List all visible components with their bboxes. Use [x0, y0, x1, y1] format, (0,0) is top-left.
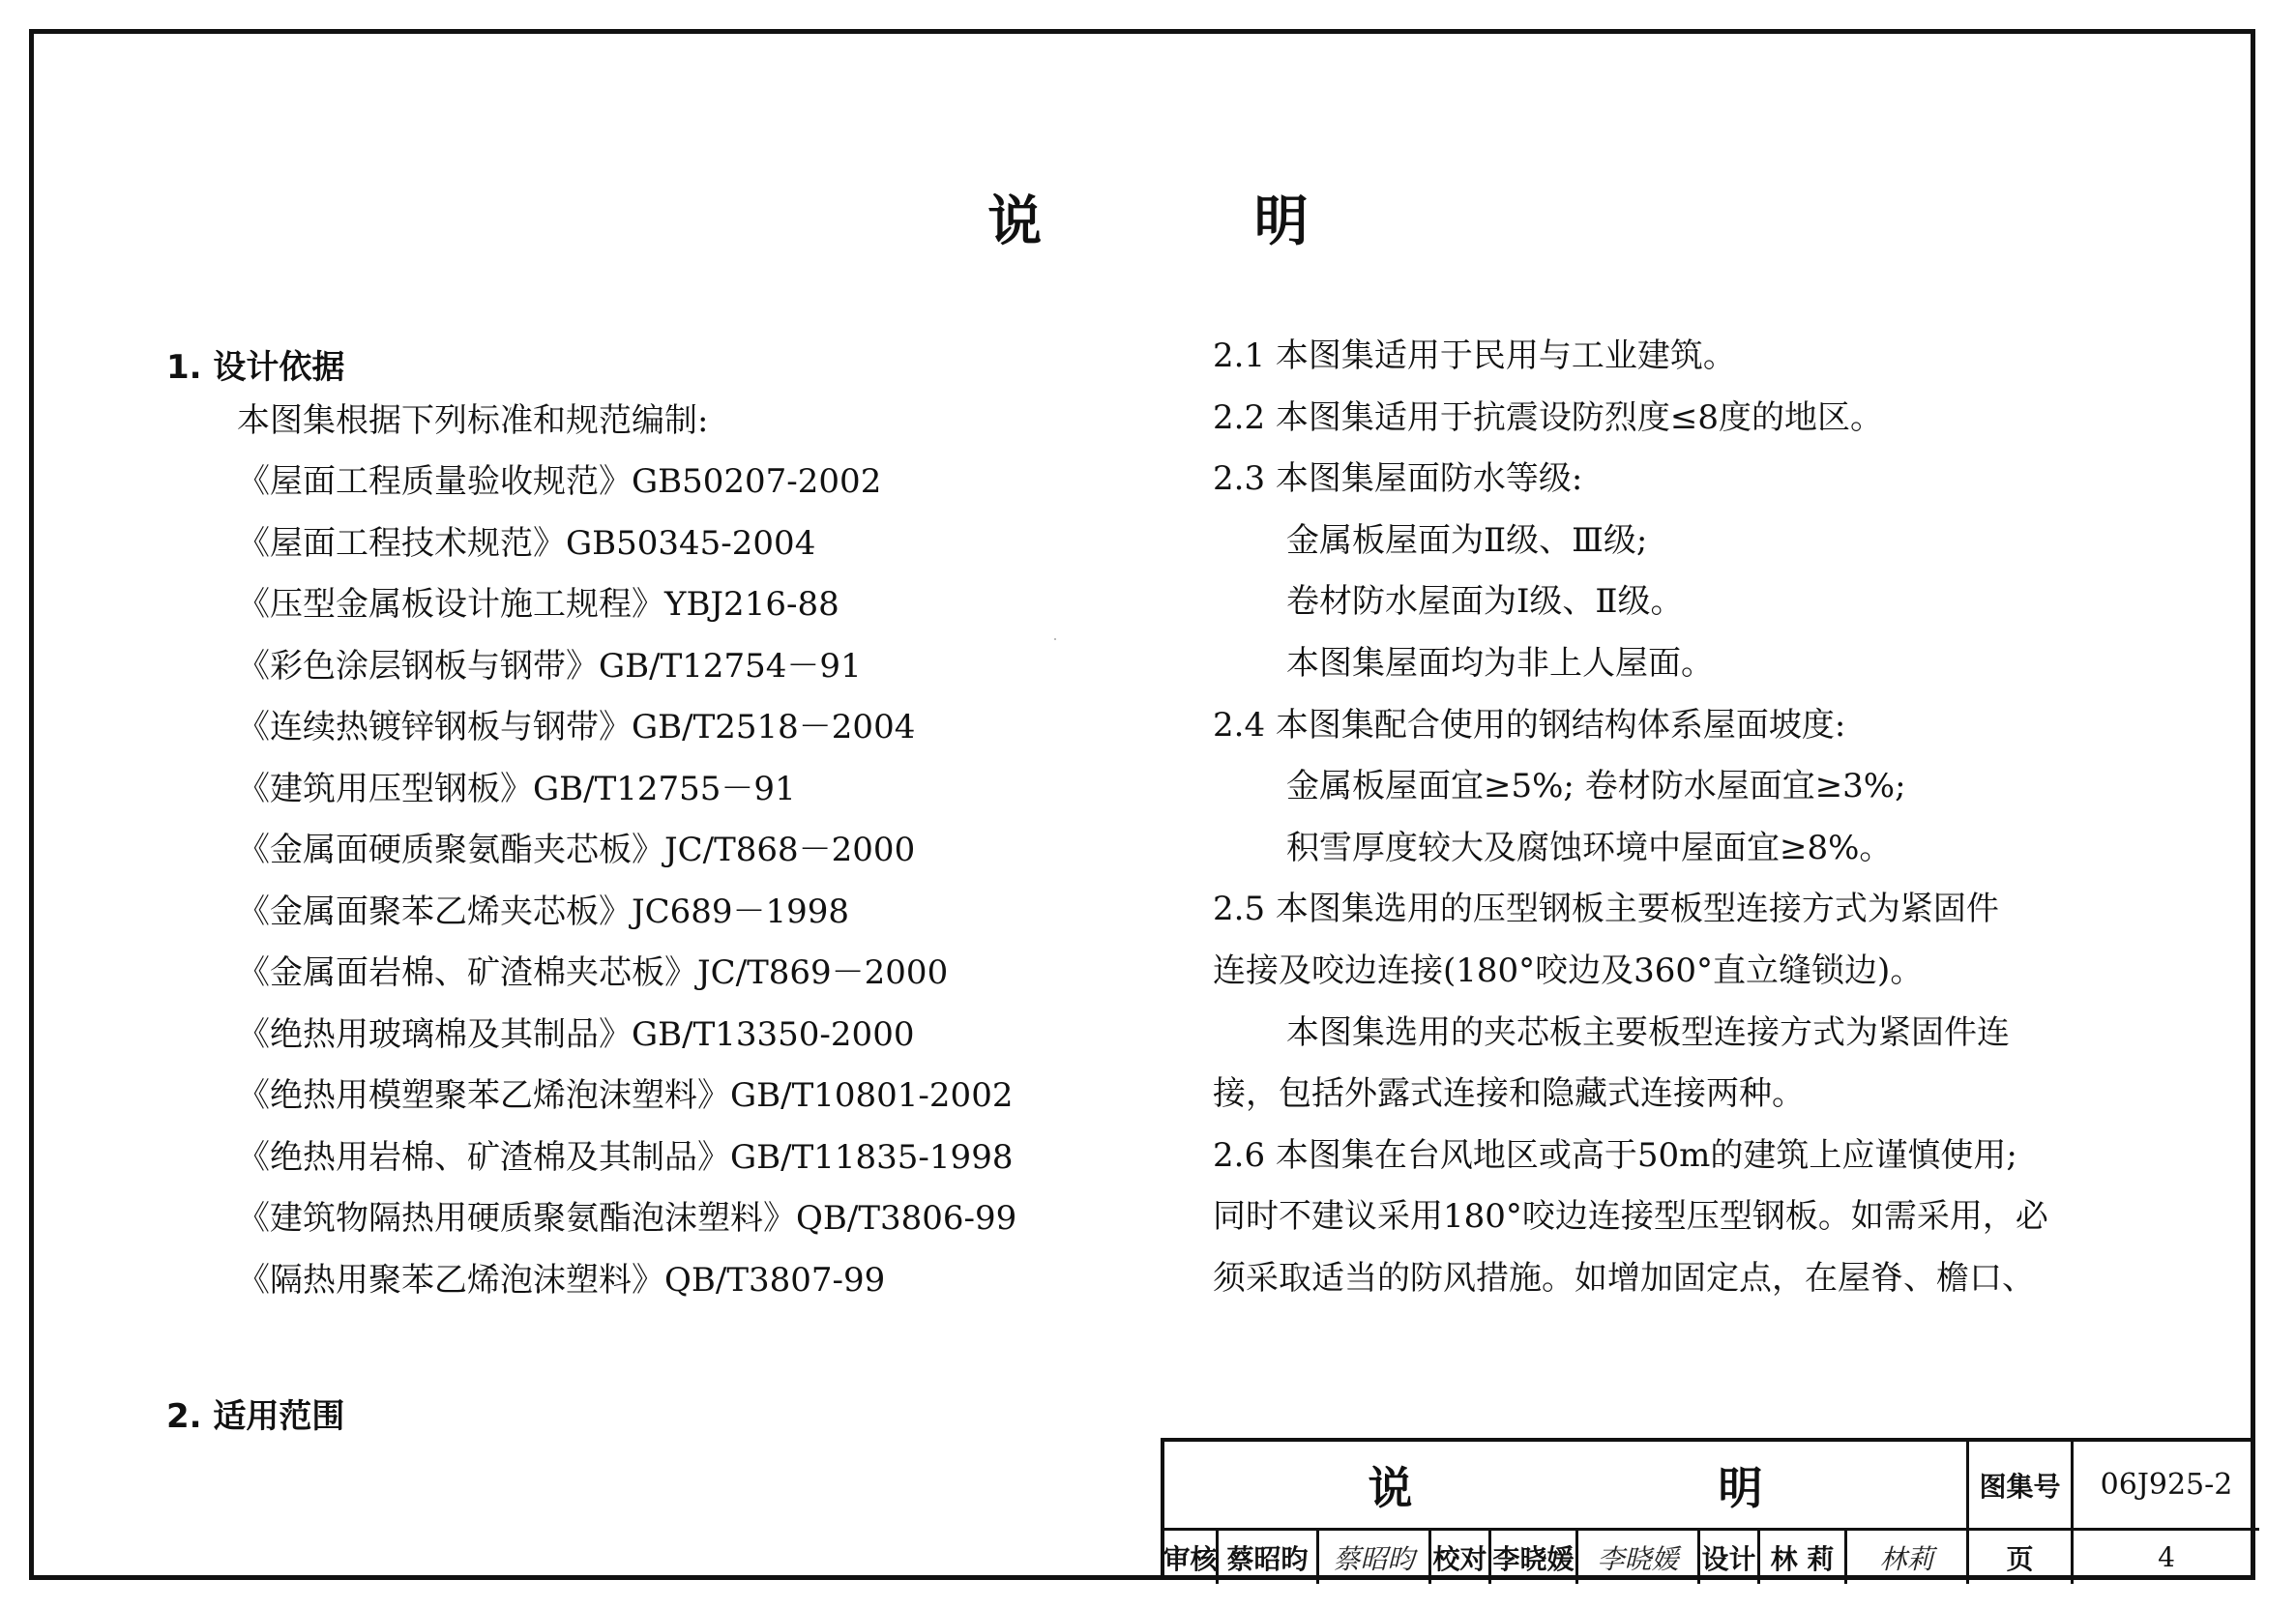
scope-line: 接，包括外露式连接和隐藏式连接两种。: [1213, 1074, 1805, 1114]
scope-line: 积雪厚度较大及腐蚀环境中屋面宜≥8%。: [1286, 828, 1893, 867]
scope-line: 同时不建议采用180°咬边连接型压型钢板。如需采用，必: [1213, 1197, 2048, 1237]
signature: 林莉: [1879, 1542, 1934, 1575]
scan-speck: [1054, 638, 1056, 640]
title-block-title: 说 明: [1164, 1442, 1969, 1531]
scope-line: 2.1 本图集适用于民用与工业建筑。: [1213, 336, 1736, 375]
standard-item: 《屋面工程质量验收规范》GB50207-2002: [237, 462, 882, 501]
standard-item: 《建筑物隔热用硬质聚氨酯泡沫塑料》QB/T3806-99: [237, 1199, 1017, 1238]
atlas-number-label: 图集号: [1969, 1442, 2074, 1531]
title-block: [1161, 1438, 2255, 1580]
standard-item: 《连续热镀锌钢板与钢带》GB/T2518－2004: [237, 708, 916, 746]
scope-line: 连接及咬边连接(180°咬边及360°直立缝锁边)。: [1213, 951, 1924, 990]
atlas-number-value: 06J925-2: [2074, 1442, 2259, 1531]
scope-line: 金属板屋面为Ⅱ级、Ⅲ级;: [1286, 520, 1648, 560]
standards-list: [237, 462, 1017, 1325]
scope-column: [1213, 336, 2141, 1324]
standard-item: 《金属面硬质聚氨酯夹芯板》JC/T868－2000: [237, 831, 916, 869]
standard-item: 《建筑用压型钢板》GB/T12755－91: [237, 769, 796, 808]
scope-line: 2.2 本图集适用于抗震设防烈度≤8度的地区。: [1213, 397, 1883, 437]
standard-item: 《屋面工程技术规范》GB50345-2004: [237, 523, 816, 563]
standard-item: 《绝热用岩棉、矿渣棉及其制品》GB/T11835-1998: [237, 1137, 1014, 1177]
scope-line: 本图集屋面均为非上人屋面。: [1286, 643, 1714, 683]
scope-line: 2.6 本图集在台风地区或高于50m的建筑上应谨慎使用;: [1213, 1135, 2017, 1175]
section1-heading: 1. 设计依据: [166, 348, 345, 387]
scope-line: 2.4 本图集配合使用的钢结构体系屋面坡度:: [1213, 705, 1846, 745]
design-label: 设计: [1700, 1531, 1760, 1584]
page-label: 页: [1969, 1531, 2074, 1584]
standard-item: 《隔热用聚苯乙烯泡沫塑料》QB/T3807-99: [237, 1260, 886, 1300]
standard-item: 《彩色涂层钢板与钢带》GB/T12754－91: [237, 646, 862, 686]
check-label: 校对: [1431, 1531, 1491, 1584]
standard-item: 《金属面聚苯乙烯夹芯板》JC689－1998: [237, 892, 850, 931]
review-signature: [1319, 1531, 1431, 1584]
signature: 蔡昭昀: [1333, 1542, 1415, 1575]
scope-line: 2.3 本图集屋面防水等级:: [1213, 459, 1583, 499]
section1-intro: 本图集根据下列标准和规范编制:: [237, 401, 709, 440]
signature: 李晓媛: [1597, 1542, 1679, 1575]
section2-heading: 2. 适用范围: [166, 1397, 345, 1436]
design-name: 林 莉: [1760, 1531, 1847, 1584]
review-name: 蔡昭昀: [1219, 1531, 1319, 1584]
scope-line: 金属板屋面宜≥5%; 卷材防水屋面宜≥3%;: [1286, 767, 1906, 806]
review-label: 审核: [1164, 1531, 1219, 1584]
scope-line: 卷材防水屋面为Ⅰ级、Ⅱ级。: [1286, 582, 1684, 622]
scope-line: 本图集选用的夹芯板主要板型连接方式为紧固件连: [1286, 1012, 2010, 1052]
standard-item: 《绝热用模塑聚苯乙烯泡沫塑料》GB/T10801-2002: [237, 1076, 1014, 1115]
scope-line: 2.5 本图集选用的压型钢板主要板型连接方式为紧固件: [1213, 890, 1999, 929]
check-name: 李晓媛: [1491, 1531, 1578, 1584]
design-signature: [1847, 1531, 1969, 1584]
scope-line: 须采取适当的防风措施。如增加固定点，在屋脊、檐口、: [1213, 1258, 2035, 1298]
check-signature: [1578, 1531, 1700, 1584]
page-title: 说 明: [987, 190, 1405, 253]
standard-item: 《绝热用玻璃棉及其制品》GB/T13350-2000: [237, 1014, 915, 1054]
page-number: 4: [2158, 1541, 2175, 1573]
standard-item: 《金属面岩棉、矿渣棉夹芯板》JC/T869－2000: [237, 953, 949, 992]
standard-item: 《压型金属板设计施工规程》YBJ216-88: [237, 585, 839, 624]
